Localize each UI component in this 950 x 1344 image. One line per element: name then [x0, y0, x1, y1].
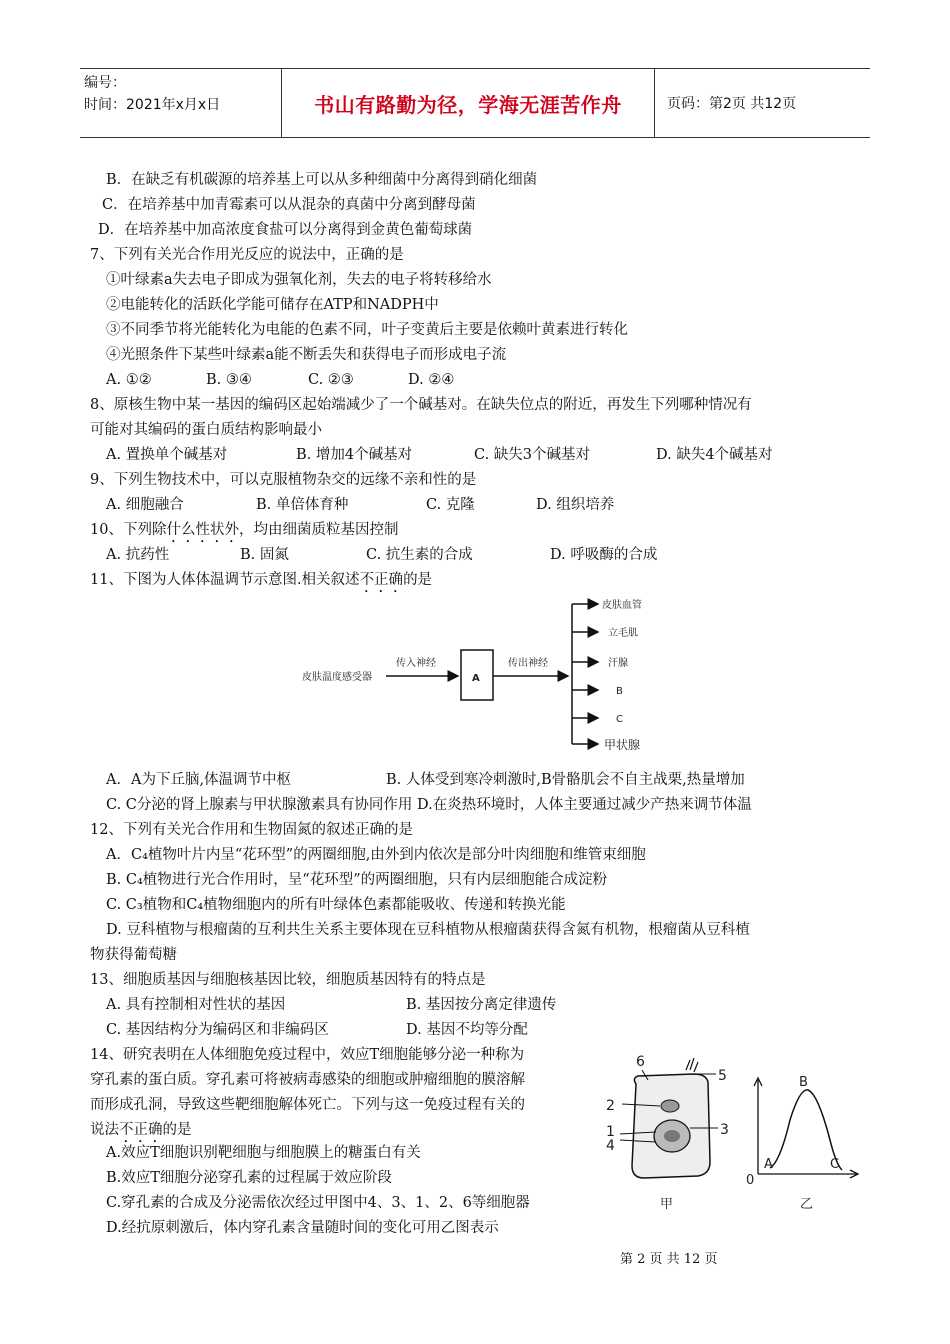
q9-options	[106, 495, 614, 515]
cell-receptor-protein	[686, 1058, 698, 1072]
curve-label-b: B	[799, 1075, 808, 1090]
header-meta	[80, 69, 282, 137]
efferent-label: 传出神经	[508, 658, 548, 669]
q14-option-c: C.穿孔素的合成及分泌需依次经过甲图中4、3、1、2、6等细胞器	[106, 1195, 530, 1211]
q9-option-c: C. 克隆	[426, 497, 475, 513]
q13-options-ab	[106, 995, 556, 1015]
receptor-label: 皮肤温度感受器	[302, 672, 372, 683]
q12-option-a: A．C₄植物叶片内呈“花环型”的两圈细胞,由外到内依次是部分叶肉细胞和维管束细胞	[106, 847, 646, 863]
q8-stem-2: 可能对其编码的蛋白质结构影响最小	[90, 422, 322, 438]
curve-label-a: A	[764, 1157, 773, 1172]
page-footer: 第 2 页 共 12 页	[620, 1252, 718, 1267]
q9-option-a: A. 细胞融合	[106, 497, 184, 513]
q11-option-b: B. 人体受到寒冷刺激时,B骨骼肌会不自主战栗,热量增加	[386, 772, 745, 788]
q6-option-d: D．在培养基中加高浓度食盐可以分离得到金黄色葡萄球菌	[98, 222, 473, 238]
target-skin-vessel: 皮肤血管	[602, 600, 642, 611]
q6-option-c: C．在培养基中加青霉素可以从混杂的真菌中分离到酵母菌	[102, 197, 476, 213]
q10-stem-emphasis: 什么性状外	[166, 522, 239, 538]
q14-option-a: A.效应T细胞识别靶细胞与细胞膜上的糖蛋白有关	[106, 1145, 421, 1161]
q8-option-a: A. 置换单个碱基对	[106, 447, 228, 463]
q8-option-b: B. 增加4个碱基对	[296, 447, 413, 463]
target-sweat-gland: 汗腺	[608, 658, 628, 669]
q12-option-b: B. C₄植物进行光合作用时，呈“花环型”的两圈细胞，只有内层细胞能合成淀粉	[106, 872, 608, 888]
q12-option-c: C. C₃植物和C₄植物细胞内的所有叶绿体色素都能吸收、传递和转换光能	[106, 897, 566, 913]
q8-options	[106, 445, 773, 465]
q12-option-d-2: 物获得葡萄糖	[90, 947, 177, 963]
cell-label-6: 6	[636, 1054, 645, 1070]
q11-stem-post: 的是	[403, 572, 433, 588]
center-box-label: A	[472, 673, 480, 684]
q10-option-b: B. 固氮	[240, 547, 289, 563]
page-label: 页码：第2页 共12页	[667, 96, 797, 112]
q7-options	[106, 370, 454, 390]
curve-label-c: C	[830, 1157, 840, 1172]
cell-label-2: 2	[606, 1098, 615, 1114]
q14-stem-post: 的是	[162, 1122, 192, 1138]
motto: 书山有路勤为径，学海无涯苦作舟	[282, 69, 655, 137]
q14-option-b: B.效应T细胞分泌穿孔素的过程属于效应阶段	[106, 1170, 392, 1186]
q9-option-d: D. 组织培养	[536, 497, 615, 513]
cell-label-3: 3	[720, 1122, 729, 1138]
q13-option-c: C. 基因结构分为编码区和非编码区	[106, 1022, 329, 1038]
q7-option-d: D. ②④	[408, 372, 455, 388]
q11-stem-pre: 11、下图为人体体温调节示意图.相关叙述	[90, 572, 360, 588]
q14-stem-3: 而形成孔洞，导致这些靶细胞解体死亡。下列与这一免疫过程有关的	[90, 1097, 525, 1113]
q7-statement-2: ②电能转化的活跃化学能可储存在ATP和NADPH中	[106, 297, 439, 313]
q10-stem-post: ，均由细菌质粒基因控制	[238, 522, 399, 538]
q14-stem-1: 14、研究表明在人体细胞免疫过程中，效应T细胞能够分泌一种称为	[90, 1047, 525, 1063]
q7-stem: 7、下列有关光合作用光反应的说法中，正确的是	[90, 247, 404, 263]
q7-statement-3: ③不同季节将光能转化为电能的色素不同，叶子变黄后主要是依赖叶黄素进行转化	[106, 322, 628, 338]
q9-option-b: B. 单倍体育种	[256, 497, 349, 513]
q7-statement-4: ④光照条件下某些叶绿素a能不断丢失和获得电子而形成电子流	[106, 347, 507, 363]
q10-option-d: D. 呼吸酶的合成	[550, 547, 658, 563]
thermoregulation-diagram	[290, 592, 670, 760]
q14-stem-pre: 说法	[90, 1122, 119, 1138]
curve-figure-yi	[746, 1075, 858, 1212]
cell-nucleolus	[664, 1130, 680, 1142]
curve-origin-label: 0	[746, 1173, 755, 1188]
q8-stem-1: 8、原核生物中某一基因的编码区起始端减少了一个碱基对。在缺失位点的附近，再发生下列哪种情况有	[90, 397, 752, 413]
q13-option-d: D. 基因不均等分配	[406, 1022, 528, 1038]
cell-label-4: 4	[606, 1138, 615, 1154]
caption-jia: 甲	[660, 1197, 674, 1212]
q10-stem-pre: 10、下列除	[90, 522, 167, 538]
cell-label-1: 1	[606, 1124, 615, 1140]
q10-option-c: C. 抗生素的合成	[366, 547, 473, 563]
time-label: 时间：2021年x月x日	[84, 97, 221, 113]
q8-option-d: D. 缺失4个碱基对	[656, 447, 773, 463]
q14-stem-emphasis: 不正确	[119, 1122, 163, 1138]
q14-stem-2: 穿孔素的蛋白质。穿孔素可将被病毒感染的细胞或肿瘤细胞的膜溶解	[90, 1072, 525, 1088]
target-thyroid: 甲状腺	[604, 738, 641, 752]
q10-option-a: A. 抗药性	[106, 547, 170, 563]
q13-options-cd	[106, 1020, 528, 1040]
caption-yi: 乙	[800, 1197, 814, 1212]
q8-option-c: C. 缺失3个碱基对	[474, 447, 591, 463]
q13-option-a: A. 具有控制相对性状的基因	[106, 997, 286, 1013]
q12-stem: 12、下列有关光合作用和生物固氮的叙述正确的是	[90, 822, 413, 838]
afferent-label: 传入神经	[396, 658, 436, 669]
q7-option-a: A. ①②	[106, 372, 152, 388]
page-header	[80, 68, 870, 138]
q10-options	[106, 545, 657, 565]
q12-option-d-1: D. 豆科植物与根瘤菌的互利共生关系主要体现在豆科植物从根瘤菌获得含氮有机物，根瘤菌从豆科植	[106, 922, 750, 938]
q11-option-a: A．A为下丘脑,体温调节中枢	[106, 772, 292, 788]
cell-and-curve-diagram	[598, 1050, 870, 1222]
q11-stem-emphasis: 不正确	[359, 572, 404, 588]
q11-options-ab	[106, 770, 745, 790]
q7-option-c: C. ②③	[308, 372, 354, 388]
target-arrector: 立毛肌	[608, 628, 638, 639]
cell-label-5: 5	[718, 1068, 727, 1084]
q7-statement-1: ①叶绿素a失去电子即成为强氧化剂，失去的电子将转移给水	[106, 272, 492, 288]
q6-option-b: B．在缺乏有机碳源的培养基上可以从多种细菌中分离得到硝化细菌	[106, 172, 538, 188]
cell-golgi	[661, 1100, 679, 1112]
number-label: 编号：	[84, 75, 126, 91]
q7-option-b: B. ③④	[206, 372, 252, 388]
q13-stem: 13、细胞质基因与细胞核基因比较，细胞质基因特有的特点是	[90, 972, 486, 988]
q10-stem	[90, 520, 398, 546]
q11-options-cd: C. C分泌的肾上腺素与甲状腺激素具有协同作用 D.在炎热环境时，人体主要通过减少产热来调节体温	[106, 797, 752, 813]
q14-option-d: D.经抗原刺激后，体内穿孔素含量随时间的变化可用乙图表示	[106, 1220, 499, 1236]
target-c: C	[616, 714, 623, 725]
cell-figure-jia	[606, 1054, 729, 1212]
q13-option-b: B. 基因按分离定律遗传	[406, 997, 557, 1013]
target-b: B	[616, 686, 623, 697]
q9-stem: 9、下列生物技术中，可以克服植物杂交的远缘不亲和性的是	[90, 472, 477, 488]
